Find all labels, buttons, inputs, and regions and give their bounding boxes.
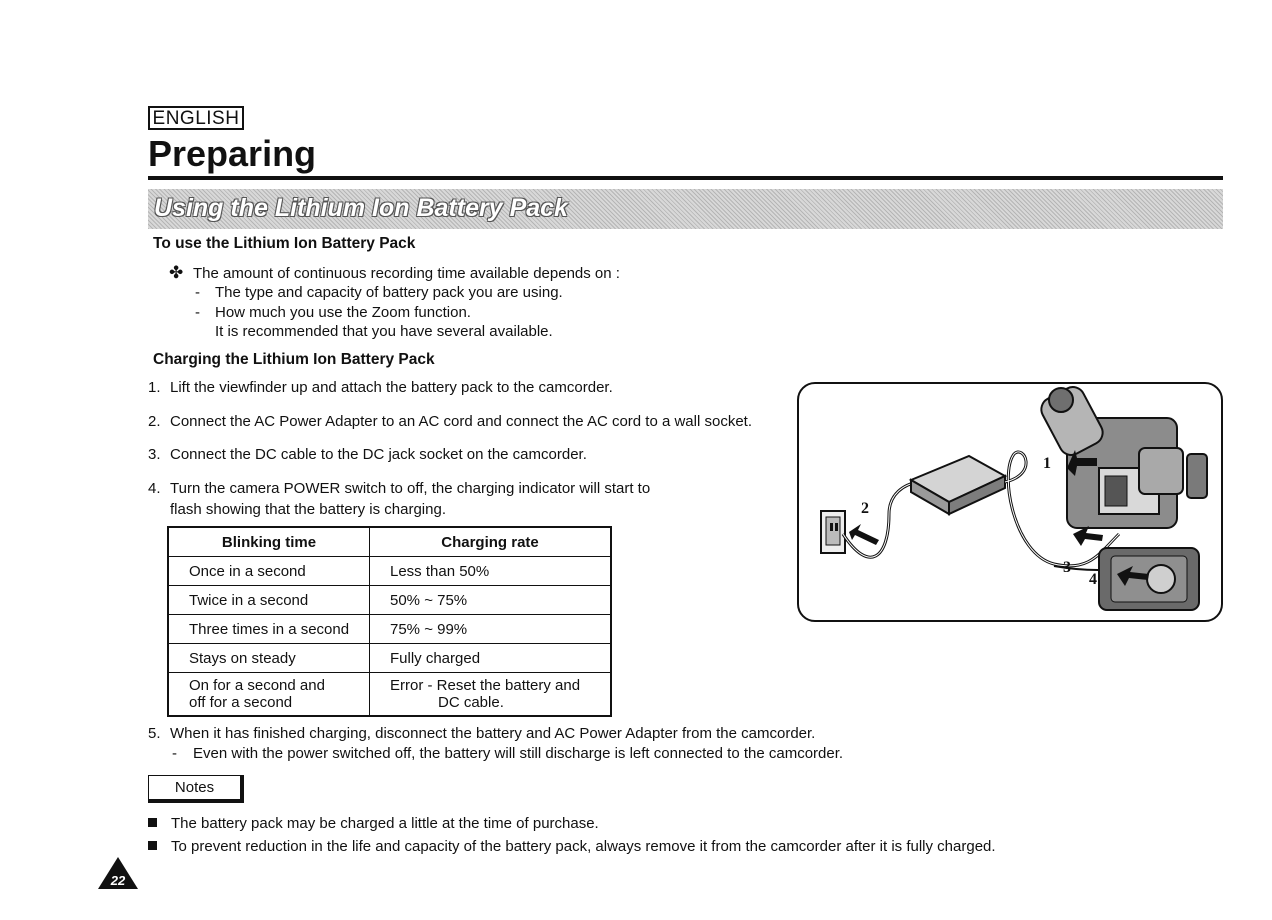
- cell-line: DC cable.: [438, 694, 504, 711]
- step-number: 4.: [148, 480, 161, 497]
- table-cell-blinking: Twice in a second: [168, 586, 370, 615]
- table-row: [168, 557, 611, 586]
- usage-point: How much you use the Zoom function.: [215, 304, 471, 321]
- table-cell-rate: [370, 673, 612, 717]
- usage-heading: To use the Lithium Ion Battery Pack: [153, 235, 416, 252]
- diamond-bullet-icon: ✤: [169, 263, 184, 282]
- table-header-rate: Charging rate: [370, 527, 612, 557]
- step-text: Connect the DC cable to the DC jack socket on the camcorder.: [170, 446, 587, 463]
- diagram-label: 1: [1043, 455, 1051, 472]
- step-number: 5.: [148, 725, 161, 742]
- cell-line: off for a second: [189, 694, 293, 711]
- language-label: ENGLISH: [148, 106, 244, 130]
- table-row: [168, 615, 611, 644]
- dash-marker: -: [172, 745, 177, 762]
- step-text: When it has finished charging, disconnect the battery and AC Power Adapter from the camcorder.: [170, 725, 816, 742]
- step-number: 1.: [148, 379, 161, 396]
- dc-jack-closeup: [1099, 548, 1199, 610]
- ac-cord: [843, 482, 919, 557]
- charging-heading: Charging the Lithium Ion Battery Pack: [153, 351, 435, 368]
- square-bullet-icon: [148, 818, 157, 827]
- table-cell-rate: 50% ~ 75%: [370, 586, 612, 615]
- step-number: 2.: [148, 413, 161, 430]
- table-cell-blinking: [168, 673, 370, 717]
- page-number-badge: [96, 855, 140, 891]
- note-text: The battery pack may be charged a little at the time of purchase.: [171, 815, 599, 832]
- camcorder-icon: [1037, 384, 1207, 528]
- table-cell-blinking: Once in a second: [168, 557, 370, 586]
- table-cell-blinking: Three times in a second: [168, 615, 370, 644]
- step-text: Lift the viewfinder up and attach the battery pack to the camcorder.: [170, 379, 613, 396]
- section-banner: [148, 189, 1223, 229]
- cell-line: On for a second and: [189, 677, 325, 694]
- charging-diagram: [799, 384, 1221, 620]
- usage-intro: The amount of continuous recording time available depends on :: [193, 265, 620, 282]
- usage-point: The type and capacity of battery pack you are using.: [215, 284, 563, 301]
- cell-line: Error - Reset the battery and: [390, 677, 581, 694]
- triangle-icon: [96, 855, 140, 891]
- ac-adapter-icon: [911, 456, 1005, 514]
- table-header-blinking: Blinking time: [168, 527, 370, 557]
- step-number: 3.: [148, 446, 161, 463]
- step-subtext: Even with the power switched off, the battery will still discharge is left connected to the camcorder.: [193, 745, 844, 762]
- step-text: Connect the AC Power Adapter to an AC cord and connect the AC cord to a wall socket.: [170, 413, 753, 430]
- dash-marker: -: [195, 284, 200, 301]
- wall-socket-icon: [821, 511, 845, 553]
- note-item: [148, 814, 599, 833]
- section-banner-title: Using the Lithium Ion Battery Pack: [154, 194, 568, 222]
- notes-label: Notes: [148, 775, 244, 803]
- step-text: Turn the camera POWER switch to off, the charging indicator will start to: [170, 480, 651, 497]
- diagram-label: 3: [1063, 559, 1071, 576]
- table-row: [168, 673, 611, 717]
- square-bullet-icon: [148, 841, 157, 850]
- title-divider: [148, 176, 1223, 180]
- usage-recommendation: It is recommended that you have several available.: [215, 323, 553, 340]
- dash-marker: -: [195, 304, 200, 321]
- note-item: [148, 837, 996, 856]
- page-title: Preparing: [148, 133, 317, 174]
- table-cell-blinking: Stays on steady: [168, 644, 370, 673]
- table-row: [168, 644, 611, 673]
- diagram-label: 2: [861, 500, 869, 517]
- page-number: 22: [110, 873, 126, 888]
- step-text-continued: flash showing that the battery is charging.: [170, 501, 446, 518]
- table-row: [168, 586, 611, 615]
- blinking-table: [167, 526, 612, 717]
- charging-illustration: [797, 382, 1223, 622]
- table-cell-rate: Less than 50%: [370, 557, 612, 586]
- table-cell-rate: 75% ~ 99%: [370, 615, 612, 644]
- table-header-row: [168, 527, 611, 557]
- table-cell-rate: Fully charged: [370, 644, 612, 673]
- note-text: To prevent reduction in the life and capacity of the battery pack, always remove it from the camcorder after it is fully charged.: [171, 838, 996, 855]
- diagram-label: 4: [1089, 571, 1097, 588]
